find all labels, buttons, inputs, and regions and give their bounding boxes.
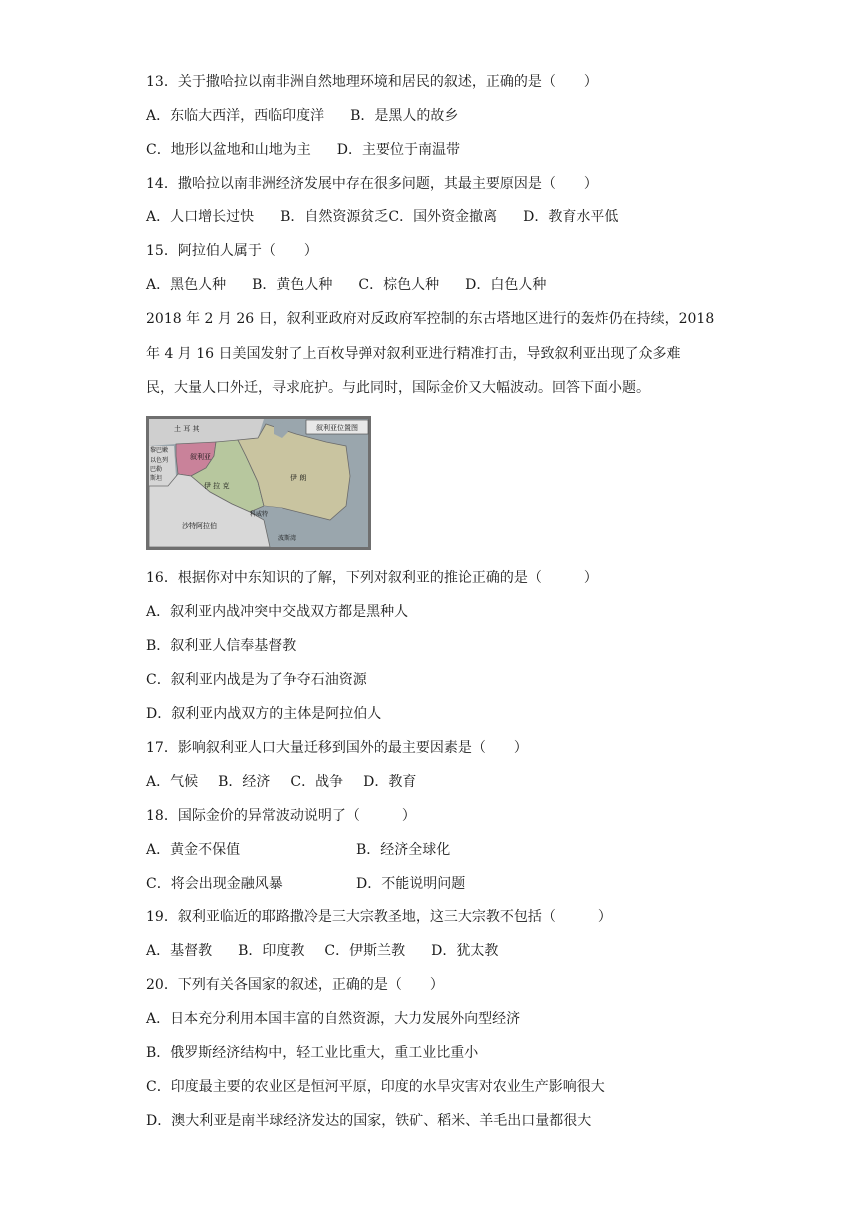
q15-option-a: A．黑色人种 — [146, 277, 227, 293]
q13-options-row1 — [146, 106, 458, 126]
q20-option-a: A．日本充分利用本国丰富的自然资源，大力发展外向型经济 — [146, 1011, 521, 1027]
q18-stem: 18．国际金价的异常波动说明了（ ） — [146, 808, 416, 824]
passage-line-3: 民，大量人口外迁，寻求庇护。与此同时，国际金价又大幅波动。回答下面小题。 — [146, 380, 650, 396]
q17-option-b: B．经济 — [218, 774, 271, 790]
q18-option-b: B．经济全球化 — [356, 842, 451, 858]
q14-option-a: A．人口增长过快 — [146, 209, 255, 225]
map-label-israel: 以色列 — [150, 457, 169, 464]
q19-option-c: C．伊斯兰教 — [324, 943, 406, 959]
map-label-palestine-2: 斯坦 — [150, 475, 163, 482]
q14-option-b: B．自然资源贫乏 — [280, 209, 389, 225]
q13-options-row2 — [146, 140, 460, 160]
q14-stem: 14．撒哈拉以南非洲经济发展中存在很多问题，其最主要原因是（ ） — [146, 176, 598, 192]
q13-option-a: A．东临大西洋，西临印度洋 — [146, 108, 325, 124]
map-label-kuwait: 科威特 — [250, 511, 269, 518]
q14-option-d: D．教育水平低 — [523, 209, 619, 225]
q15-stem: 15．阿拉伯人属于（ ） — [146, 243, 318, 259]
q20-stem: 20．下列有关各国家的叙述，正确的是（ ） — [146, 977, 444, 993]
q19-option-a: A．基督教 — [146, 943, 213, 959]
q16-stem: 16．根据你对中东知识的了解，下列对叙利亚的推论正确的是（ ） — [146, 570, 598, 586]
q17-option-d: D．教育 — [363, 774, 417, 790]
q16-option-c: C．叙利亚内战是为了争夺石油资源 — [146, 672, 367, 688]
q13-option-b: B．是黑人的故乡 — [350, 108, 459, 124]
map-label-turkey: 土 耳 其 — [174, 425, 200, 433]
passage-line-2: 年 4 月 16 日美国发射了上百枚导弹对叙利亚进行精准打击，导致叙利亚出现了众多难 — [146, 346, 681, 362]
q16-option-d: D．叙利亚内战双方的主体是阿拉伯人 — [146, 706, 382, 722]
q14-option-c: C．国外资金撤离 — [388, 209, 498, 225]
q13-option-d: D．主要位于南温带 — [336, 142, 460, 158]
q19-options — [146, 941, 498, 961]
passage-line-1: 2018 年 2 月 26 日，叙利亚政府对反政府军控制的东古塔地区进行的轰炸仍在持续，2018 — [146, 311, 715, 327]
q19-option-b: B．印度教 — [238, 943, 305, 959]
q15-option-b: B．黄色人种 — [252, 277, 333, 293]
q18-option-c: C．将会出现金融风暴 — [146, 876, 283, 892]
q17-stem: 17．影响叙利亚人口大量迁移到国外的最主要因素是（ ） — [146, 740, 528, 756]
map-title: 叙利亚位置图 — [316, 424, 358, 432]
map-label-syria: 叙利亚 — [190, 453, 211, 461]
q18-option-a: A．黄金不保值 — [146, 842, 241, 858]
q17-option-a: A．气候 — [146, 774, 199, 790]
map-label-iran: 伊 朗 — [290, 474, 307, 482]
q18-option-d: D．不能说明问题 — [356, 876, 466, 892]
map-label-iraq: 伊 拉 克 — [204, 482, 230, 490]
q17-option-c: C．战争 — [290, 774, 344, 790]
map-label-saudi-arabia: 沙特阿拉伯 — [182, 522, 217, 530]
q19-stem: 19．叙利亚临近的耶路撒冷是三大宗教圣地，这三大宗教不包括（ ） — [146, 909, 612, 925]
map-label-palestine: 巴勒 — [150, 466, 163, 473]
q19-option-d: D．犹太教 — [431, 943, 499, 959]
q15-options — [146, 275, 546, 295]
map-label-lebanon: 黎巴嫩 — [150, 447, 169, 454]
q13-stem: 13．关于撒哈拉以南非洲自然地理环境和居民的叙述，正确的是（ ） — [146, 74, 598, 90]
q20-option-c: C．印度最主要的农业区是恒河平原，印度的水旱灾害对农业生产影响很大 — [146, 1079, 605, 1095]
q14-options — [146, 207, 618, 227]
q15-option-d: D．白色人种 — [465, 277, 547, 293]
q13-option-c: C．地形以盆地和山地为主 — [146, 142, 311, 158]
q17-options — [146, 772, 416, 792]
syria-location-map — [146, 416, 371, 550]
map-label-persian-gulf: 波斯湾 — [278, 535, 297, 542]
q16-option-a: A．叙利亚内战冲突中交战双方都是黑种人 — [146, 604, 409, 620]
q16-option-b: B．叙利亚人信奉基督教 — [146, 638, 297, 654]
q20-option-d: D．澳大利亚是南半球经济发达的国家，铁矿、稻米、羊毛出口量都很大 — [146, 1113, 592, 1129]
q20-option-b: B．俄罗斯经济结构中，轻工业比重大，重工业比重小 — [146, 1045, 479, 1061]
q15-option-c: C．棕色人种 — [358, 277, 440, 293]
